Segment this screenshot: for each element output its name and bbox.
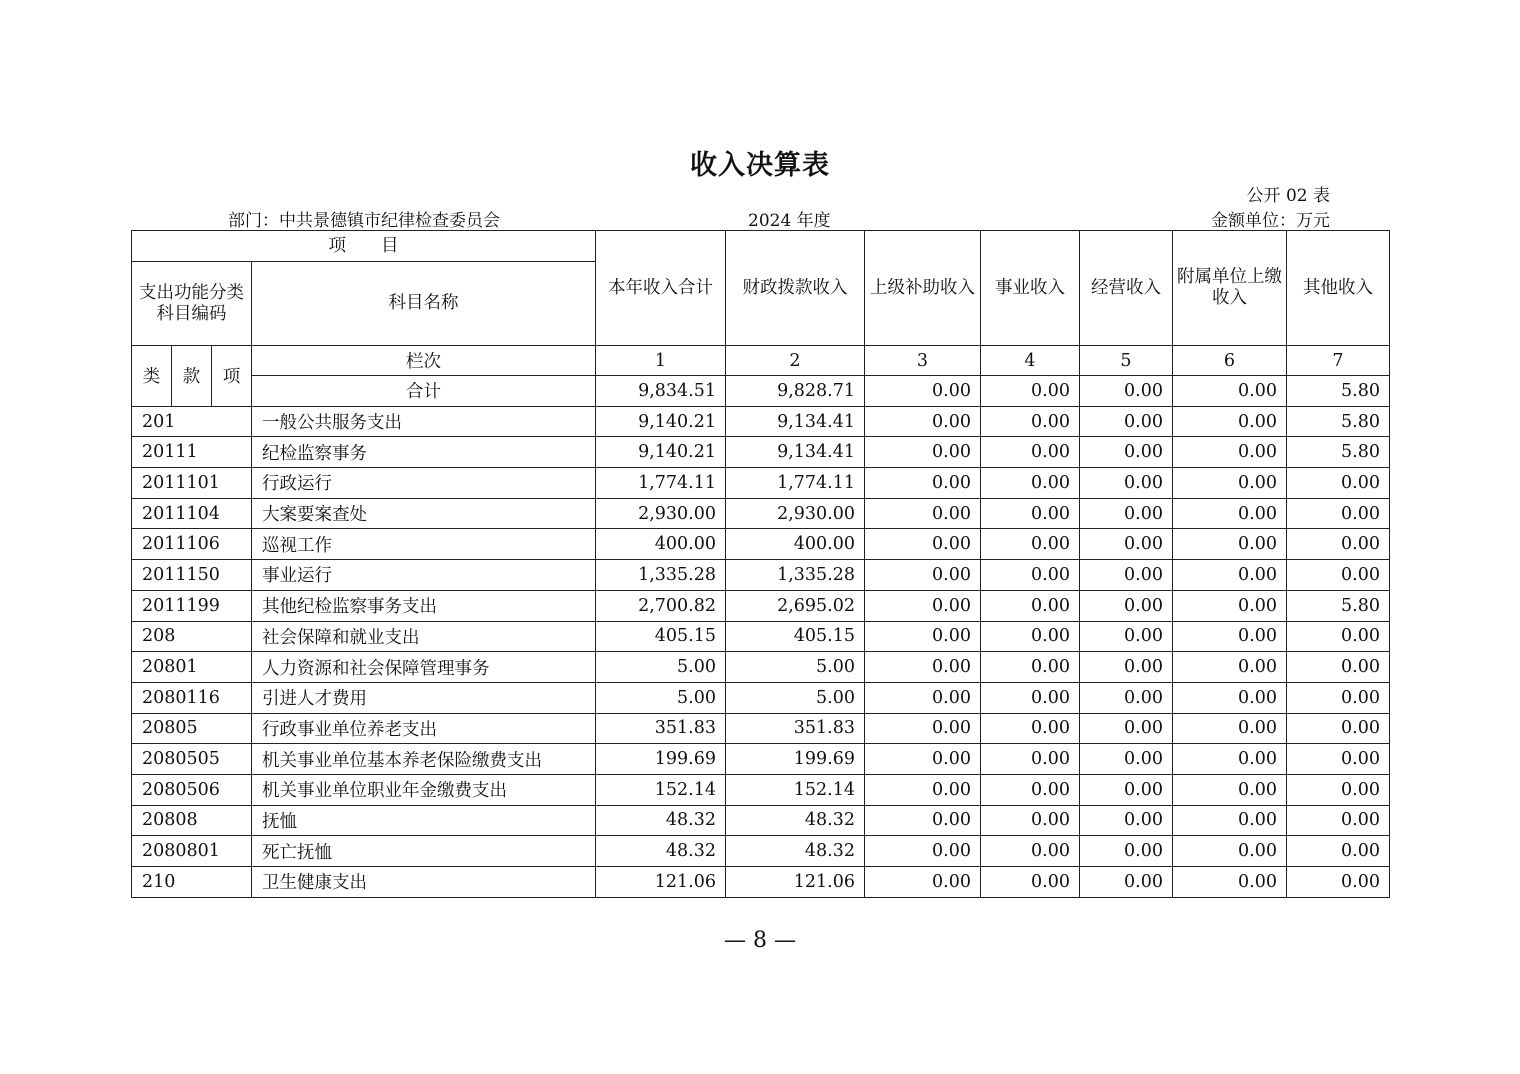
total-value: 5.80 <box>1287 376 1390 407</box>
amount-cell: 0.00 <box>865 590 981 621</box>
code-group-header: 支出功能分类科目编码 <box>132 262 252 346</box>
subject-code: 210 <box>132 867 252 898</box>
subject-name: 行政运行 <box>252 468 596 499</box>
amount-cell: 0.00 <box>1287 836 1390 867</box>
subject-name: 大案要案查处 <box>252 498 596 529</box>
amount-cell: 0.00 <box>865 621 981 652</box>
table-row <box>132 774 1390 805</box>
amount-cell: 0.00 <box>1080 713 1173 744</box>
table-row <box>132 805 1390 836</box>
subject-name: 卫生健康支出 <box>252 867 596 898</box>
amount-cell: 1,335.28 <box>726 560 865 591</box>
subject-name: 死亡抚恤 <box>252 836 596 867</box>
table-row <box>132 744 1390 775</box>
column-number: 4 <box>981 346 1080 376</box>
subject-code: 2011101 <box>132 468 252 499</box>
amount-cell: 0.00 <box>981 529 1080 560</box>
amount-cell: 0.00 <box>1173 621 1287 652</box>
amount-cell: 0.00 <box>1173 744 1287 775</box>
col-header-fiscal-appropriation: 财政拨款收入 <box>726 231 865 346</box>
amount-cell: 0.00 <box>981 621 1080 652</box>
amount-cell: 0.00 <box>1080 867 1173 898</box>
amount-cell: 2,930.00 <box>726 498 865 529</box>
amount-cell: 2,695.02 <box>726 590 865 621</box>
amount-cell: 0.00 <box>1173 590 1287 621</box>
amount-cell: 0.00 <box>1173 498 1287 529</box>
amount-cell: 5.00 <box>726 652 865 683</box>
amount-cell: 9,134.41 <box>726 406 865 437</box>
col-header-affiliated-unit-income: 附属单位上缴收入 <box>1173 231 1287 346</box>
amount-cell: 400.00 <box>596 529 726 560</box>
total-value: 0.00 <box>1080 376 1173 407</box>
amount-cell: 0.00 <box>865 406 981 437</box>
amount-unit: 金额单位：万元 <box>1211 211 1330 231</box>
amount-cell: 0.00 <box>865 652 981 683</box>
subject-name: 一般公共服务支出 <box>252 406 596 437</box>
amount-cell: 0.00 <box>1080 560 1173 591</box>
table-row <box>132 836 1390 867</box>
amount-cell: 0.00 <box>981 836 1080 867</box>
amount-cell: 0.00 <box>1173 682 1287 713</box>
subject-name: 纪检监察事务 <box>252 437 596 468</box>
column-number: 7 <box>1287 346 1390 376</box>
amount-cell: 0.00 <box>1080 744 1173 775</box>
subject-code: 20801 <box>132 652 252 683</box>
total-value: 0.00 <box>1173 376 1287 407</box>
subject-name: 抚恤 <box>252 805 596 836</box>
amount-cell: 0.00 <box>981 713 1080 744</box>
col-header-total-income: 本年收入合计 <box>596 231 726 346</box>
amount-cell: 0.00 <box>1173 836 1287 867</box>
subject-code: 20111 <box>132 437 252 468</box>
table-row <box>132 406 1390 437</box>
amount-cell: 0.00 <box>865 437 981 468</box>
amount-cell: 0.00 <box>865 468 981 499</box>
amount-cell: 0.00 <box>1173 652 1287 683</box>
amount-cell: 0.00 <box>1173 805 1287 836</box>
amount-cell: 0.00 <box>1173 867 1287 898</box>
amount-cell: 0.00 <box>981 468 1080 499</box>
total-value: 0.00 <box>981 376 1080 407</box>
amount-cell: 0.00 <box>1080 529 1173 560</box>
table-row <box>132 529 1390 560</box>
amount-cell: 48.32 <box>596 836 726 867</box>
amount-cell: 0.00 <box>1287 774 1390 805</box>
amount-cell: 405.15 <box>596 621 726 652</box>
table-row <box>132 867 1390 898</box>
subject-code: 20808 <box>132 805 252 836</box>
subject-code: 2011104 <box>132 498 252 529</box>
amount-cell: 199.69 <box>596 744 726 775</box>
amount-cell: 0.00 <box>1173 437 1287 468</box>
amount-cell: 0.00 <box>981 498 1080 529</box>
lei-header: 类 <box>132 346 172 407</box>
col-header-business-income: 事业收入 <box>981 231 1080 346</box>
column-number-label: 栏次 <box>252 346 596 376</box>
amount-cell: 0.00 <box>1287 652 1390 683</box>
table-number: 公开 02 表 <box>1246 186 1330 206</box>
amount-cell: 0.00 <box>1287 682 1390 713</box>
subject-code: 2011106 <box>132 529 252 560</box>
column-number: 3 <box>865 346 981 376</box>
subject-code: 2080506 <box>132 774 252 805</box>
subject-code: 2011199 <box>132 590 252 621</box>
column-number: 6 <box>1173 346 1287 376</box>
amount-cell: 0.00 <box>1080 621 1173 652</box>
income-settlement-table <box>131 230 1390 898</box>
amount-cell: 0.00 <box>865 682 981 713</box>
amount-cell: 0.00 <box>1173 560 1287 591</box>
subject-code: 201 <box>132 406 252 437</box>
subject-code: 2080801 <box>132 836 252 867</box>
table-row <box>132 652 1390 683</box>
amount-cell: 5.00 <box>596 652 726 683</box>
kuan-header: 款 <box>172 346 212 407</box>
amount-cell: 0.00 <box>865 836 981 867</box>
amount-cell: 5.80 <box>1287 437 1390 468</box>
amount-cell: 5.00 <box>596 682 726 713</box>
table-row <box>132 682 1390 713</box>
amount-cell: 0.00 <box>1287 621 1390 652</box>
amount-cell: 0.00 <box>1080 652 1173 683</box>
amount-cell: 48.32 <box>596 805 726 836</box>
amount-cell: 0.00 <box>981 652 1080 683</box>
amount-cell: 9,140.21 <box>596 437 726 468</box>
subject-name: 机关事业单位职业年金缴费支出 <box>252 774 596 805</box>
amount-cell: 0.00 <box>865 774 981 805</box>
amount-cell: 0.00 <box>981 682 1080 713</box>
amount-cell: 0.00 <box>1287 498 1390 529</box>
subject-name: 行政事业单位养老支出 <box>252 713 596 744</box>
subject-name: 引进人才费用 <box>252 682 596 713</box>
amount-cell: 2,930.00 <box>596 498 726 529</box>
amount-cell: 0.00 <box>865 560 981 591</box>
amount-cell: 0.00 <box>1287 560 1390 591</box>
table-row <box>132 621 1390 652</box>
amount-cell: 152.14 <box>596 774 726 805</box>
amount-cell: 199.69 <box>726 744 865 775</box>
column-number: 2 <box>726 346 865 376</box>
table-row <box>132 498 1390 529</box>
subject-code: 208 <box>132 621 252 652</box>
amount-cell: 0.00 <box>1173 529 1287 560</box>
total-value: 9,834.51 <box>596 376 726 407</box>
amount-cell: 0.00 <box>1287 713 1390 744</box>
amount-cell: 5.80 <box>1287 590 1390 621</box>
table-row <box>132 590 1390 621</box>
subject-name: 人力资源和社会保障管理事务 <box>252 652 596 683</box>
amount-cell: 0.00 <box>865 744 981 775</box>
amount-cell: 5.00 <box>726 682 865 713</box>
amount-cell: 0.00 <box>865 867 981 898</box>
amount-cell: 0.00 <box>865 805 981 836</box>
amount-cell: 0.00 <box>1080 498 1173 529</box>
xiang-header: 项 <box>212 346 252 407</box>
amount-cell: 121.06 <box>596 867 726 898</box>
amount-cell: 351.83 <box>726 713 865 744</box>
total-row <box>132 376 1390 407</box>
subject-code: 20805 <box>132 713 252 744</box>
amount-cell: 351.83 <box>596 713 726 744</box>
col-header-operating-income: 经营收入 <box>1080 231 1173 346</box>
subject-name: 其他纪检监察事务支出 <box>252 590 596 621</box>
page-number: — 8 — <box>724 928 796 953</box>
amount-cell: 0.00 <box>1173 774 1287 805</box>
table-row <box>132 437 1390 468</box>
amount-cell: 405.15 <box>726 621 865 652</box>
amount-cell: 48.32 <box>726 805 865 836</box>
amount-cell: 0.00 <box>1080 805 1173 836</box>
amount-cell: 400.00 <box>726 529 865 560</box>
amount-cell: 0.00 <box>981 805 1080 836</box>
column-number: 5 <box>1080 346 1173 376</box>
amount-cell: 5.80 <box>1287 406 1390 437</box>
amount-cell: 0.00 <box>1080 774 1173 805</box>
amount-cell: 0.00 <box>981 406 1080 437</box>
subject-code: 2080505 <box>132 744 252 775</box>
amount-cell: 0.00 <box>1080 468 1173 499</box>
amount-cell: 1,774.11 <box>596 468 726 499</box>
subject-name: 机关事业单位基本养老保险缴费支出 <box>252 744 596 775</box>
page-title: 收入决算表 <box>690 150 830 181</box>
amount-cell: 152.14 <box>726 774 865 805</box>
amount-cell: 0.00 <box>981 744 1080 775</box>
amount-cell: 9,134.41 <box>726 437 865 468</box>
amount-cell: 1,774.11 <box>726 468 865 499</box>
column-number: 1 <box>596 346 726 376</box>
amount-cell: 0.00 <box>1173 406 1287 437</box>
item-header: 项 目 <box>132 231 596 262</box>
subject-code: 2080116 <box>132 682 252 713</box>
fiscal-year: 2024 年度 <box>748 211 831 231</box>
total-label: 合计 <box>252 376 596 407</box>
amount-cell: 0.00 <box>1080 406 1173 437</box>
amount-cell: 0.00 <box>865 713 981 744</box>
subject-name: 事业运行 <box>252 560 596 591</box>
amount-cell: 2,700.82 <box>596 590 726 621</box>
amount-cell: 48.32 <box>726 836 865 867</box>
table-row <box>132 468 1390 499</box>
amount-cell: 0.00 <box>1173 713 1287 744</box>
subject-code: 2011150 <box>132 560 252 591</box>
amount-cell: 0.00 <box>1287 744 1390 775</box>
amount-cell: 0.00 <box>1080 590 1173 621</box>
amount-cell: 0.00 <box>1080 682 1173 713</box>
amount-cell: 0.00 <box>1287 529 1390 560</box>
subject-name-header: 科目名称 <box>252 262 596 346</box>
amount-cell: 0.00 <box>1080 437 1173 468</box>
amount-cell: 0.00 <box>865 529 981 560</box>
amount-cell: 0.00 <box>981 560 1080 591</box>
table-row <box>132 560 1390 591</box>
amount-cell: 1,335.28 <box>596 560 726 591</box>
amount-cell: 0.00 <box>1080 836 1173 867</box>
amount-cell: 0.00 <box>981 774 1080 805</box>
amount-cell: 9,140.21 <box>596 406 726 437</box>
col-header-other-income: 其他收入 <box>1287 231 1390 346</box>
amount-cell: 121.06 <box>726 867 865 898</box>
amount-cell: 0.00 <box>1287 805 1390 836</box>
total-value: 9,828.71 <box>726 376 865 407</box>
col-header-superior-subsidy: 上级补助收入 <box>865 231 981 346</box>
department-label: 部门：中共景德镇市纪律检查委员会 <box>228 211 500 231</box>
amount-cell: 0.00 <box>1287 468 1390 499</box>
amount-cell: 0.00 <box>865 498 981 529</box>
amount-cell: 0.00 <box>1173 468 1287 499</box>
amount-cell: 0.00 <box>981 590 1080 621</box>
amount-cell: 0.00 <box>1287 867 1390 898</box>
amount-cell: 0.00 <box>981 437 1080 468</box>
subject-name: 巡视工作 <box>252 529 596 560</box>
table-row <box>132 713 1390 744</box>
total-value: 0.00 <box>865 376 981 407</box>
amount-cell: 0.00 <box>981 867 1080 898</box>
subject-name: 社会保障和就业支出 <box>252 621 596 652</box>
